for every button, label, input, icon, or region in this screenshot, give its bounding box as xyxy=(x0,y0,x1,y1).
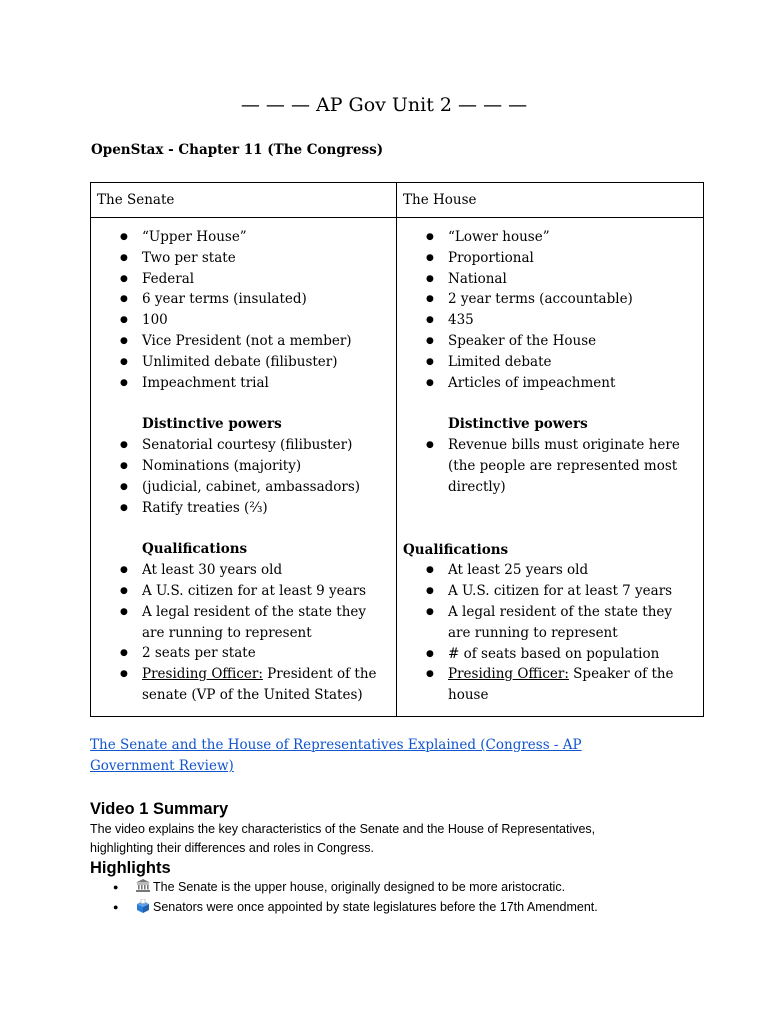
house-basics-list xyxy=(403,227,697,393)
spacer xyxy=(403,498,697,519)
list-item: ● # of seats based on population xyxy=(403,644,697,665)
list-item: ● Federal xyxy=(97,269,390,290)
classical-building-icon xyxy=(135,878,151,898)
list-item: ● A U.S. citizen for at least 7 years xyxy=(403,581,697,602)
list-item: ● “Upper House” xyxy=(97,227,390,248)
comparison-table xyxy=(90,182,704,717)
senate-basics-list xyxy=(97,227,390,393)
highlight-text: The Senate is the upper house, originally designed to be more aristocratic. xyxy=(153,880,566,894)
highlight-text: Senators were once appointed by state legislatures before the 17th Amendment. xyxy=(153,899,598,914)
video-summary-text: The video explains the key characteristics of the Senate and the House of Representatives, highlighting their differences and roles in Congress. xyxy=(90,822,596,855)
house-qualifications-heading: Qualifications xyxy=(403,541,509,558)
house-header: The House xyxy=(397,183,704,218)
highlights-list xyxy=(90,878,710,917)
senate-header: The Senate xyxy=(91,183,397,218)
senate-qualifications-list xyxy=(97,560,390,706)
senate-qualifications-heading: Qualifications xyxy=(142,541,248,558)
list-item: ● Impeachment trial xyxy=(97,373,390,394)
list-item: ● 6 year terms (insulated) xyxy=(97,289,390,310)
list-item xyxy=(90,878,710,898)
chapter-subtitle: OpenStax - Chapter 11 (The Congress) xyxy=(91,142,384,158)
list-item: ● Nominations (majority) xyxy=(97,456,390,477)
page-title: — — — AP Gov Unit 2 — — — xyxy=(240,94,528,116)
list-item: ● Senatorial courtesy (filibuster) xyxy=(97,435,390,456)
list-item: ● 2 seats per state xyxy=(97,643,390,664)
house-cell xyxy=(397,218,704,717)
list-item: ● Two per state xyxy=(97,248,390,269)
presiding-officer-text: President of the senate (VP of the United States) xyxy=(142,666,377,703)
table-header-row xyxy=(91,183,704,218)
list-item xyxy=(403,664,697,706)
list-item: ● At least 25 years old xyxy=(403,560,697,581)
list-item: ● A legal resident of the state they are running to represent xyxy=(97,602,390,644)
list-item: ● A legal resident of the state they are running to represent xyxy=(403,602,697,644)
presiding-officer-label: Presiding Officer: xyxy=(142,666,263,683)
list-item: ● At least 30 years old xyxy=(97,560,390,581)
house-powers-heading: Distinctive powers xyxy=(448,416,588,433)
list-item: ● A U.S. citizen for at least 9 years xyxy=(97,581,390,602)
list-item: ● 100 xyxy=(97,310,390,331)
senate-powers-heading: Distinctive powers xyxy=(142,416,282,433)
list-item xyxy=(97,664,390,706)
list-item: ● (judicial, cabinet, ambassadors) xyxy=(97,477,390,498)
list-item xyxy=(90,898,710,918)
presiding-officer-text: Speaker of the house xyxy=(448,666,674,704)
table-body-row xyxy=(91,218,704,717)
presiding-officer-label: Presiding Officer: xyxy=(448,666,569,683)
list-item: ● Speaker of the House xyxy=(403,331,697,352)
list-item: ● National xyxy=(403,269,697,290)
house-powers-list xyxy=(403,435,697,497)
list-item: ● Unlimited debate (filibuster) xyxy=(97,352,390,373)
senate-cell xyxy=(91,218,397,717)
ballot-box-icon xyxy=(135,898,151,918)
list-item: ● Proportional xyxy=(403,248,697,269)
list-item: ● Revenue bills must originate here (the people are represented most directly) xyxy=(403,435,697,497)
list-item: ● Ratify treaties (⅔) xyxy=(97,498,390,519)
list-item: ● 2 year terms (accountable) xyxy=(403,289,697,310)
list-item: ● 435 xyxy=(403,310,697,331)
list-item: ● Limited debate xyxy=(403,352,697,373)
highlights-heading: Highlights xyxy=(90,859,171,877)
house-qualifications-list xyxy=(403,560,697,706)
list-item: ● Vice President (not a member) xyxy=(97,331,390,352)
senate-powers-list xyxy=(97,435,390,518)
video-summary-heading: Video 1 Summary xyxy=(90,800,229,818)
list-item: ● Articles of impeachment xyxy=(403,373,697,394)
list-item: ● “Lower house” xyxy=(403,227,697,248)
video-link[interactable]: The Senate and the House of Representatives Explained (Congress - AP Government Review) xyxy=(90,737,582,774)
